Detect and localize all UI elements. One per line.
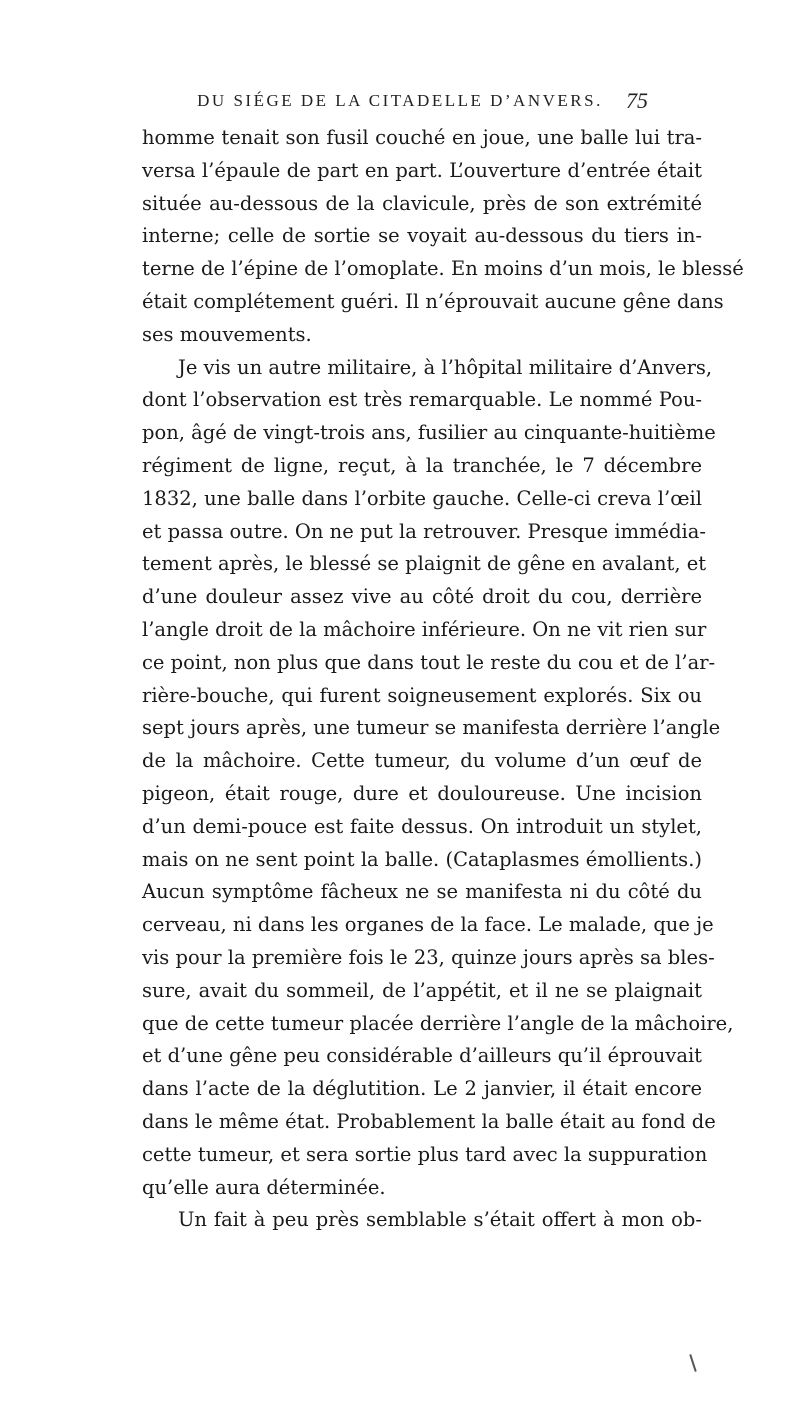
text-line: dans l’acte de la déglutition. Le 2 janvier, il était encore (142, 1077, 702, 1101)
page-number: 75 (626, 88, 648, 113)
text-line: cerveau, ni dans les organes de la face. Le malade, que je (142, 913, 714, 937)
text-line: et passa outre. On ne put la retrouver. Presque immédia- (142, 519, 707, 543)
running-title: DU SIÉGE DE LA CITADELLE D’ANVERS. (197, 91, 603, 110)
text-line: pigeon, était rouge, dure et douloureuse. Une incision (142, 781, 702, 805)
running-head (0, 86, 801, 116)
text-line: cette tumeur, et sera sortie plus tard avec la suppuration (142, 1142, 708, 1166)
text-line: mais on ne sent point la balle. (Cataplasmes émollients.) (142, 847, 702, 871)
text-line: tement après, le blessé se plaignit de gêne en avalant, et (142, 552, 707, 576)
stray-ink-mark (689, 1354, 696, 1372)
text-line: que de cette tumeur placée derrière l’angle de la mâchoire, (142, 1011, 734, 1035)
text-line: sept jours après, une tumeur se manifesta derrière l’angle (142, 716, 721, 740)
text-line: qu’elle aura déterminée. (142, 1175, 386, 1199)
text-line: homme tenait son fusil couché en joue, une balle lui tra- (142, 126, 702, 149)
text-line: versa l’épaule de part en part. L’ouverture d’entrée était (142, 158, 702, 182)
text-line: ce point, non plus que dans tout le reste du cou et de l’ar- (142, 650, 716, 674)
text-line: l’angle droit de la mâchoire inférieure. On ne vit rien sur (142, 617, 707, 641)
text-line: rière-bouche, qui furent soigneusement explorés. Six ou (142, 683, 702, 707)
paragraph-start-line: Je vis un autre militaire, à l’hôpital militaire d’Anvers, (178, 355, 713, 379)
text-line: interne; celle de sortie se voyait au-dessous du tiers in- (142, 224, 702, 248)
text-line: Aucun symptôme fâcheux ne se manifesta ni du côté du (142, 880, 702, 904)
text-line: sure, avait du sommeil, de l’appétit, et il ne se plaignait (142, 978, 702, 1002)
paragraph-start-line: Un fait à peu près semblable s’était offert à mon ob- (178, 1208, 702, 1232)
text-line: vis pour la première fois le 23, quinze jours après sa bles- (142, 945, 715, 969)
text-line: dans le même état. Probablement la balle était au fond de (142, 1109, 716, 1133)
text-line: régiment de ligne, reçut, à la tranchée, le 7 décembre (142, 453, 702, 477)
text-line: située au-dessous de la clavicule, près de son extrémité (142, 191, 702, 215)
text-line: pon, âgé de vingt-trois ans, fusilier au cinquante-huitième (142, 421, 716, 445)
body-text (142, 122, 744, 1237)
text-line: et d’une gêne peu considérable d’ailleurs qu’il éprouvait (142, 1044, 703, 1068)
text-line: dont l’observation est très remarquable. Le nommé Pou- (142, 388, 702, 412)
text-line: terne de l’épine de l’omoplate. En moins d’un mois, le blessé (142, 257, 744, 281)
text-line: d’un demi-pouce est faite dessus. On introduit un stylet, (142, 814, 702, 838)
text-line: d’une douleur assez vive au côté droit du cou, derrière (142, 585, 702, 609)
text-line: était complétement guéri. Il n’éprouvait aucune gêne dans (142, 289, 724, 313)
text-line: de la mâchoire. Cette tumeur, du volume d’un œuf de (142, 749, 702, 773)
text-line: ses mouvements. (142, 322, 312, 346)
text-line: 1832, une balle dans l’orbite gauche. Celle-ci creva l’œil (142, 486, 702, 510)
